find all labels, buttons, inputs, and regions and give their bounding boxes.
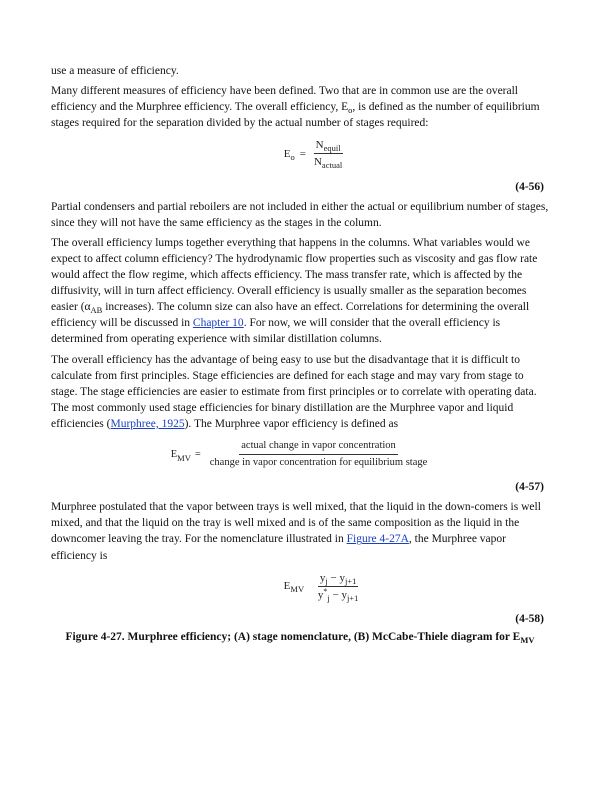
paragraph-efficiency-measures: Many different measures of efficiency have been defined. Two that are in common use are the overall efficiency and the Murphree efficiency. The overall efficiency, $E_o$, is defined as the number of equilibrium stages required for the separation divided by the actual number of stages required: <box>51 85 540 130</box>
equation-number: (4-58) <box>515 612 544 625</box>
paragraph-stage-efficiencies: The overall efficiency has the advantage of being easy to use but the disadvantage that it is difficult to calculate from first principles. Stage efficiencies are defined for each stage and may vary from stage to stage. The stage efficiencies are easier to estimate from first principles or to correlate with operating data. The most commonly used stage efficiencies for binary distillation are the Murphree vapor and liquid efficiencies (Murphree, 1925). The Murphree vapor efficiency is defined as <box>51 353 537 430</box>
equation-number: (4-57) <box>515 481 544 494</box>
equation-4-56 <box>51 137 549 194</box>
paragraph-fragment: use a measure of efficiency. <box>51 65 179 77</box>
formula-overall-efficiency: E o = $\frac{N_{equil}}{N_{actual}}$ <box>283 139 343 171</box>
link-murphree-1925[interactable]: Murphree, 1925 <box>110 417 185 430</box>
fraction: $\frac{y_j - y_{j+1}}{y^*_j - y_{j+1}}$ <box>317 571 359 603</box>
formula-murphree-definition: E MV = $\frac{\text{actual change in vapor concentration}}{\text{change in vapor concentration for equilibrium stage}}$ <box>51 438 549 471</box>
paragraph-overall-efficiency: The overall efficiency lumps together everything that happens in the columns. What variables would we expect to affect column efficiency? The hydrodynamic flow properties such as viscosity and gas flow rate would affect the flow regime, which affects efficiency. The mass transfer rate, which is affected by the diffusivity, will in turn affect efficiency. Overall efficiency is usually smaller as the separation becomes easier ($\alpha_{AB}$ increases). The column size can also have an effect. Correlations for determining the overall efficiency will be discussed in Chapter 10. For now, we will consider that the overall efficiency is determined from operating experience with similar distillation columns. <box>51 236 538 346</box>
fraction: $\frac{N_{equil}}{N_{actual}}$ <box>313 139 343 171</box>
equation-4-57 <box>51 438 549 495</box>
page-content <box>51 63 549 645</box>
fraction: $\frac{\text{actual change in vapor concentration}}{\text{change in vapor concentration for equilibrium stage}}$ <box>209 439 428 469</box>
paragraph-partial-condensers: Partial condensers and partial reboilers are not included in either the actual or equilibrium number of stages, since they will not have the same efficiency as the stages in the column. <box>51 200 549 229</box>
link-figure-4-27a[interactable]: Figure 4-27A <box>346 533 409 546</box>
link-chapter-10[interactable]: Chapter 10 <box>192 317 244 330</box>
equation-4-58 <box>51 570 549 627</box>
formula-murphree-vapor: E MV $\frac{y_j - y_{j+1}}{y^*_j - y_{j+1}}$ <box>283 571 359 603</box>
figure-caption: Figure 4-27. Murphree efficiency; (A) stage nomenclature, (B) McCabe-Thiele diagram for $E_{MV}$ <box>65 630 535 645</box>
equation-number: (4-56) <box>515 180 544 193</box>
paragraph-murphree-postulate: Murphree postulated that the vapor between trays is well mixed, that the liquid in the down-comers is well mixed, and that the liquid on the tray is well mixed and is of the same composition as the liquid in the downcomer leaving the tray. For the nomenclature illustrated in Figure 4-27A, the Murphree vapor efficiency is <box>51 501 541 562</box>
